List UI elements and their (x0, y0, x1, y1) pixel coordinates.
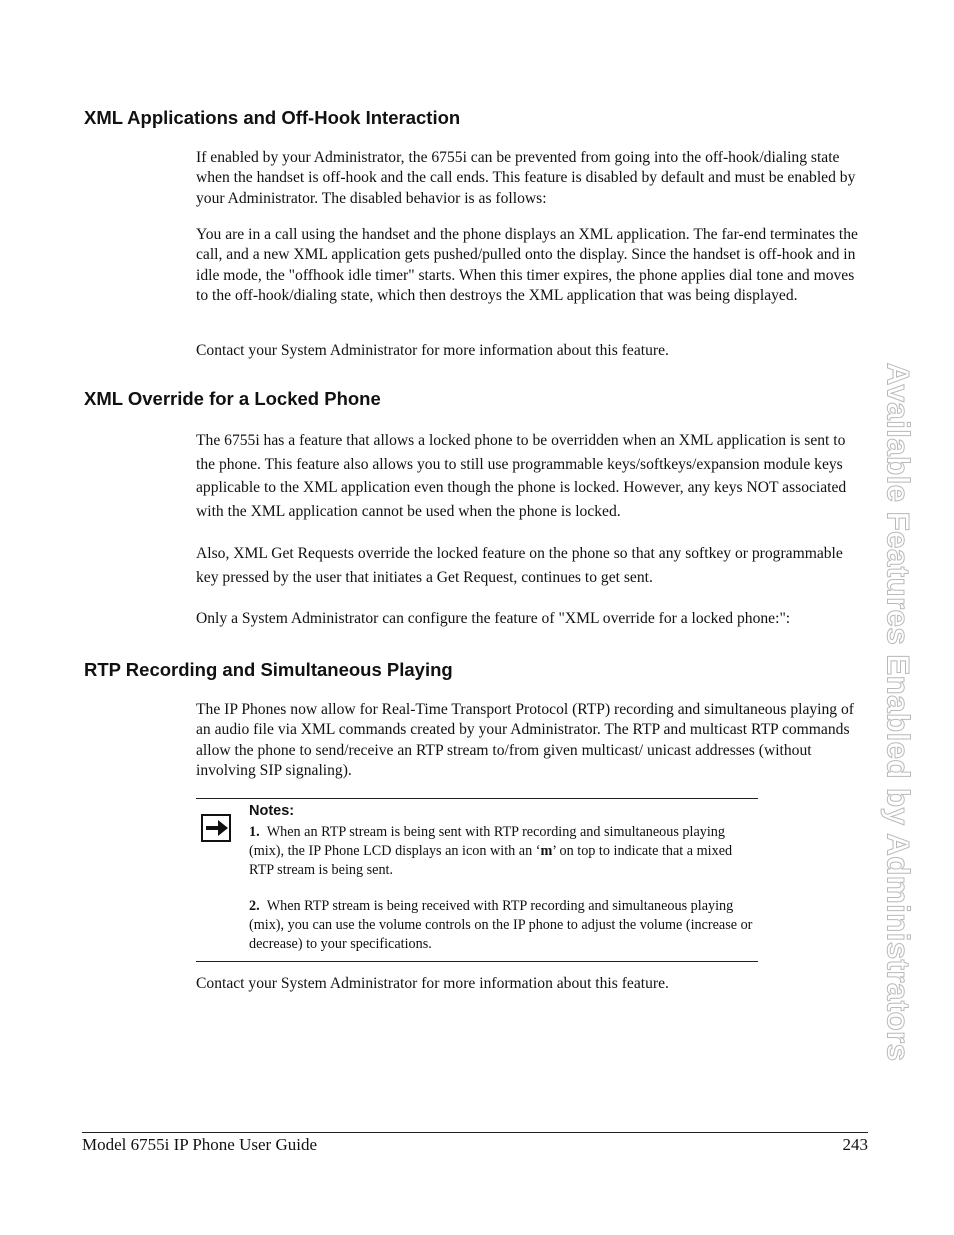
paragraph: Only a System Administrator can configure the feature of "XML override for a locked phone:": (196, 610, 791, 627)
section-heading-xml-override: XML Override for a Locked Phone (84, 388, 381, 409)
section-heading-xml-offhook: XML Applications and Off-Hook Interaction (84, 107, 461, 128)
paragraph: Contact your System Administrator for more information about this feature. (196, 975, 669, 992)
note-item (249, 823, 754, 880)
paragraph: Also, XML Get Requests override the locked feature on the phone so that any softkey or programmable key pressed by the user that initiates a Get Request, continues to get sent. (196, 545, 843, 586)
note-number: 2. (249, 898, 260, 914)
notes-box (196, 798, 758, 962)
arrow-right-icon (201, 814, 231, 842)
page-number: 243 (842, 1135, 868, 1154)
section-heading-rtp-recording: RTP Recording and Simultaneous Playing (84, 659, 453, 680)
note-text: ’ on top to indicate that a mixed RTP stream is being sent. (249, 843, 733, 878)
footer-divider (82, 1132, 868, 1133)
paragraph: The IP Phones now allow for Real-Time Transport Protocol (RTP) recording and simultaneous playing of an audio file via XML commands created by your Administrator. The RTP and multicast RTP commands allow the phone to send/receive an RTP stream to/from given multicast/ unicast addresses (without involving SIP signaling). (196, 701, 854, 779)
note-text: When RTP stream is being received with RTP recording and simultaneous playing (mix), you can use the volume controls on the IP phone to adjust the volume (increase or decrease) to your specifications. (249, 898, 753, 952)
note-bold-m: m (540, 843, 553, 859)
paragraph: The 6755i has a feature that allows a locked phone to be overridden when an XML application is sent to the phone. This feature also allows you to still use programmable keys/softkeys/expansion module keys applicable to the XML application even though the phone is locked. However, any keys NOT associated with the XML application cannot be used when the phone is locked. (196, 432, 847, 520)
side-tab-label: Available Features Enabled by Administrators (880, 362, 917, 1062)
paragraph: You are in a call using the handset and the phone displays an XML application. The far-end terminates the call, and a new XML application gets pushed/pulled onto the display. Since the handset is off-hook and in idle mode, the "offhook idle timer" starts. When this timer expires, the phone applies dial tone and moves to the off-hook/dialing state, which then destroys the XML application that was being displayed. (196, 226, 858, 304)
paragraph: If enabled by your Administrator, the 6755i can be prevented from going into the off-hook/dialing state when the handset is off-hook and the call ends. This feature is disabled by default and must be enabled by your Administrator. The disabled behavior is as follows: (196, 149, 856, 207)
note-item (249, 897, 754, 954)
notes-title: Notes: (249, 803, 295, 819)
note-number: 1. (249, 824, 260, 840)
note-text: When an RTP stream is being sent with RTP recording and simultaneous playing (mix), the IP Phone LCD displays an icon with an ‘ (249, 824, 725, 859)
footer-title: Model 6755i IP Phone User Guide (82, 1135, 317, 1154)
side-tab (878, 312, 918, 1112)
paragraph: Contact your System Administrator for more information about this feature. (196, 342, 669, 359)
